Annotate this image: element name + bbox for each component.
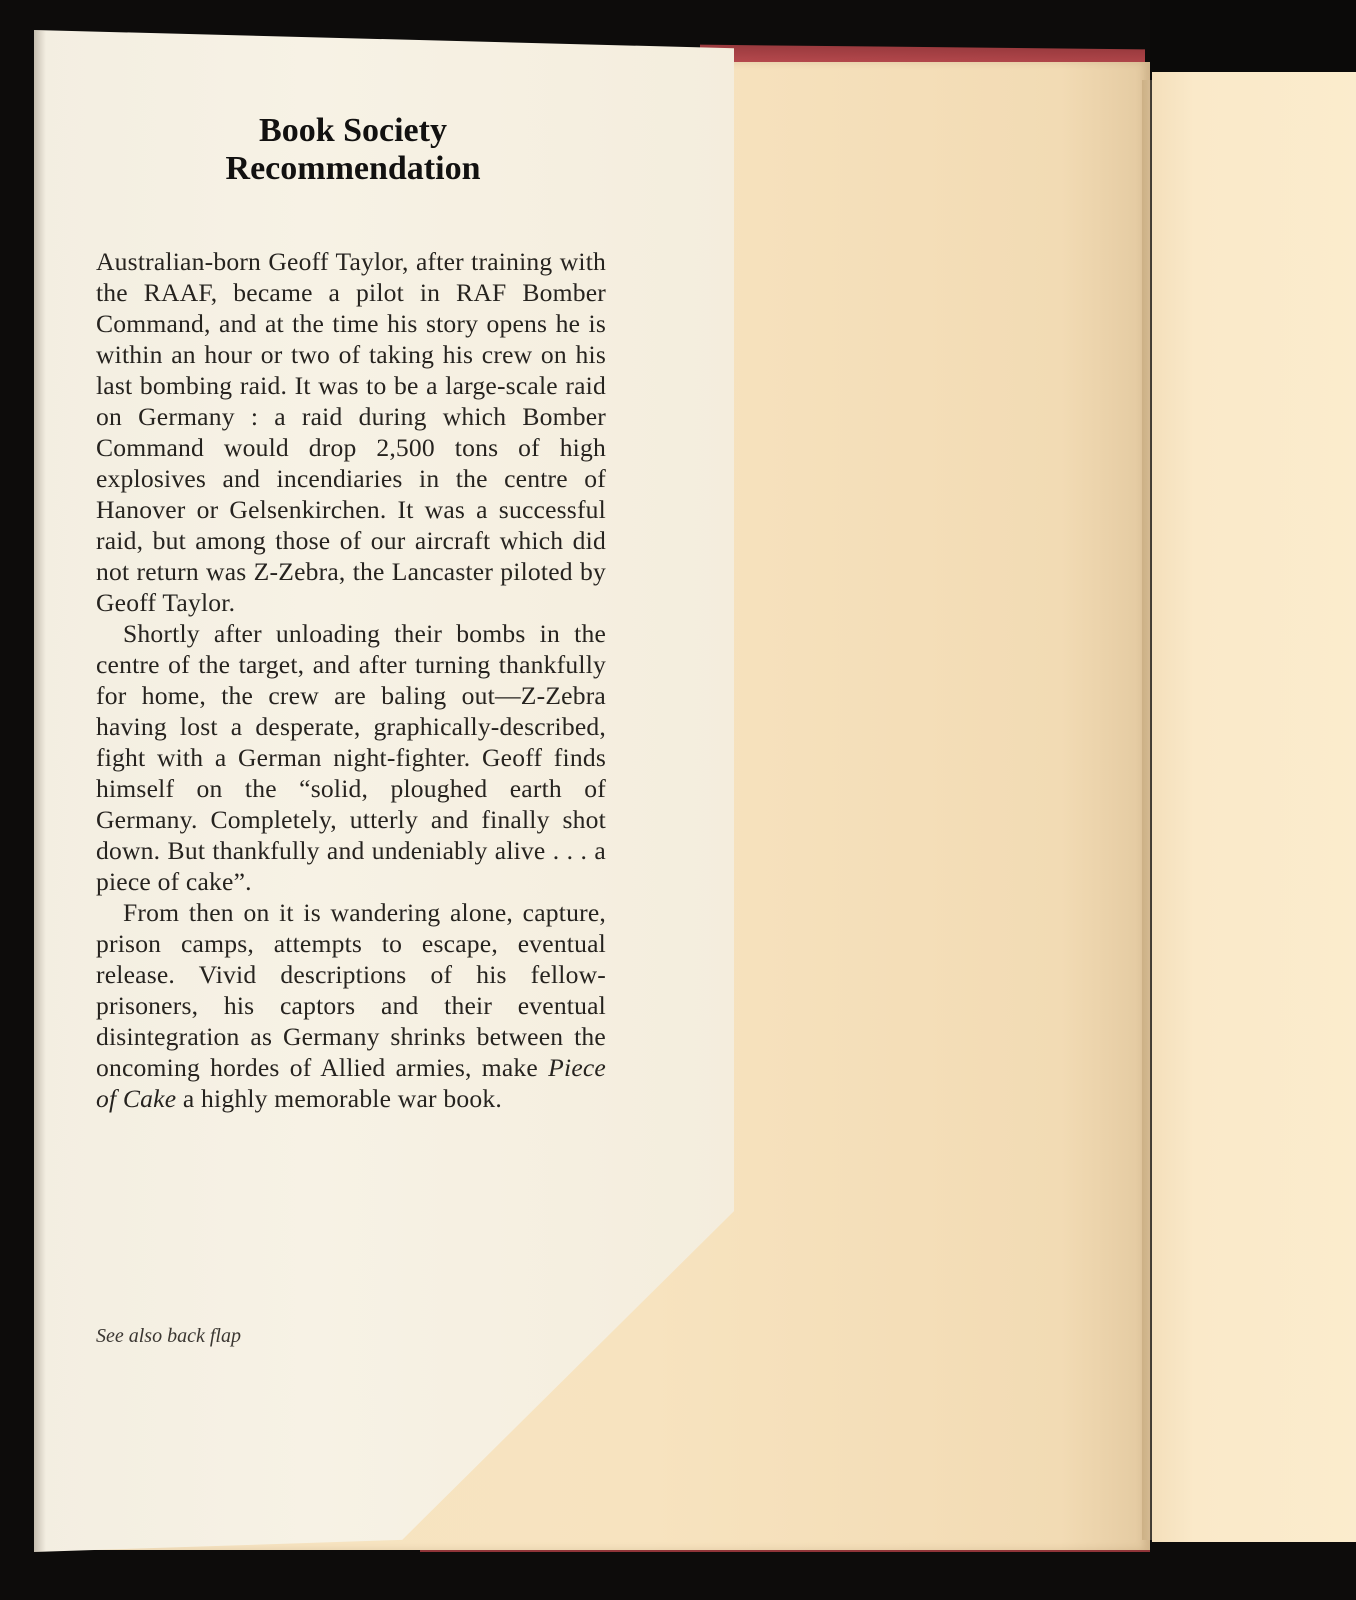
paragraph-3-end: a highly memorable war book.	[176, 1084, 502, 1113]
blurb	[96, 246, 606, 1114]
blurb-paragraph-1: Australian-born Geoff Taylor, after training with the RAAF, became a pilot in RAF Bomber Command, and at the time his story opens he is within an hour or two of taking his crew on his last bombing raid. It was to be a large-scale raid on Germany : a raid during which Bomber Command would drop 2,500 tons of high explosives and incendiaries in the centre of Hanover or Gelsenkirchen. It was a successful raid, but among those of our aircraft which did not return was Z-Zebra, the Lancaster piloted by Geoff Taylor.	[96, 247, 606, 617]
see-also-note: See also back flap	[96, 1325, 241, 1347]
flap-heading	[96, 112, 606, 188]
flap-text-block	[96, 112, 606, 1114]
blurb-paragraph-2: Shortly after unloading their bombs in the centre of the target, and after turning thankfully for home, the crew are baling out—Z-Zebra having lost a desperate, graphically-described, fight with a German night-fighter. Geoff finds himself on the “solid, ploughed earth of Germany. Completely, utterly and finally shot down. But thankfully and undeniably alive . . . a piece of cake”.	[96, 619, 606, 896]
background-shadow	[1150, 0, 1356, 72]
heading-line-2: Recommendation	[225, 150, 481, 187]
book-title-mention: Piece of Cake	[96, 1053, 606, 1113]
paragraph-3-start: From then on it is wandering alone, capture, prison camps, attempts to escape, eventual release. Vivid descriptions of his fellow-prisoners, his captors and their eventual disintegration as Germany shrinks between the oncoming hordes of Allied armies, make	[96, 898, 606, 1082]
heading-line-1: Book Society	[259, 112, 447, 149]
blurb-paragraph-3	[96, 897, 606, 1114]
flap-edge-shadow	[34, 30, 46, 1552]
facing-endpaper	[1152, 72, 1356, 1542]
